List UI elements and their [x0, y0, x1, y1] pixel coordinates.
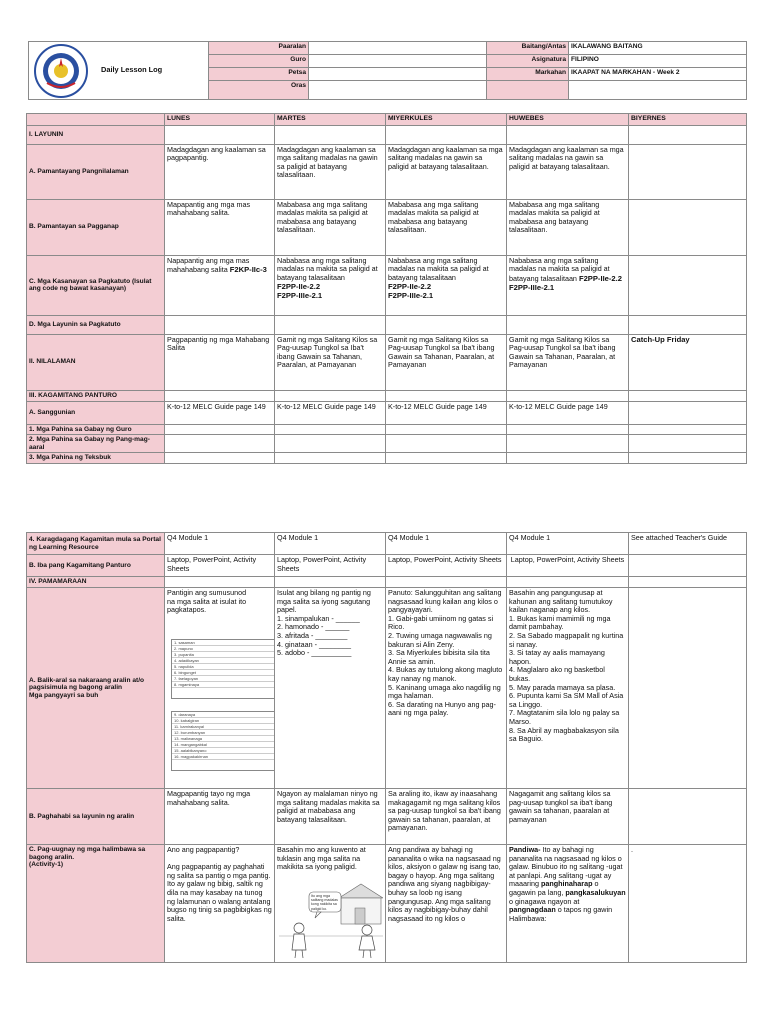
row-label-gabay-magaaral: 2. Mga Pahina sa Gabay ng Pang-mag-aaral	[27, 435, 165, 453]
cell-nil-mon: Pagpapantig ng mga Mahabang Salita	[165, 334, 275, 390]
school-label: Paaralan	[209, 42, 309, 55]
cell-iba-mon: Laptop, PowerPoint, Activity Sheets	[165, 555, 275, 577]
cell-portal-thu: Q4 Module 1	[507, 533, 629, 555]
quarter-value: IKAAPAT NA MARKAHAN - Week 2	[569, 68, 747, 81]
cell-b-tue: Mababasa ang mga salitang madalas makita sa paligid at mababasa ang batayang talasalitaan.	[275, 199, 386, 255]
cell-c-fri: .	[629, 845, 747, 963]
cell-iba-wed: Laptop, PowerPoint, Activity Sheets	[386, 555, 507, 577]
time-label: Oras	[209, 81, 309, 100]
cell-iba-thu: Laptop, PowerPoint, Activity Sheets	[507, 555, 629, 577]
day-header-mon: LUNES	[165, 114, 275, 126]
lesson-table-2	[26, 532, 746, 963]
cell-a-tue: Isulat ang bilang ng pantig ng mga salita sa iyong sagutang papel. 1. sinampalukan - ______ 2. hamonado - ______ 3. afritada - ________ 4. ginataan - ________ 5. adobo - __________	[275, 588, 386, 789]
cell-portal-mon: Q4 Module 1	[165, 533, 275, 555]
worksheet-list-1: 1. sasaman 2. mapuno 3. pupanita 4. adadikayan 5. napulida 6. bingunget 7. faelagoyan 8. mgaminaya	[171, 639, 275, 699]
lesson-table-part1	[26, 113, 747, 464]
cell-c-thu: Pandiwa- Ito ay bahagi ng pananalita na nagsasaad ng kilos o galaw. Binubuo ito ng salitang -ugat at panlapi. Ang salitang -ugat ay maaaring panghinaharap o gagawin pa lang, pangkasalukuyan o ginagawa ngayon at pangnagdaan o tapos ng gawin Halimbawa:	[507, 845, 629, 963]
row-label-sanggunian: A. Sanggunian	[27, 401, 165, 424]
row-label-pag-uugnay: C. Pag-uugnay ng mga halimbawa sa bagong aralin. (Activity-1)	[27, 845, 165, 963]
cell-a-tue: Madagdagan ang kaalaman sa mga salitang madalas na gawin sa paligid at batayang talasalitaan.	[275, 144, 386, 199]
row-label-gabay-guro: 1. Mga Pahina sa Gabay ng Guro	[27, 424, 165, 435]
cell-sang-thu: K-to-12 MELC Guide page 149	[507, 401, 629, 424]
cell-portal-wed: Q4 Module 1	[386, 533, 507, 555]
row-label-pamantayang: A. Pamantayang Pangnilalaman	[27, 144, 165, 199]
melc-code: F2PP-IIe-2.2 F2PP-IIIe-2.1	[388, 282, 434, 301]
day-header-fri: BIYERNES	[629, 114, 747, 126]
cell-b-wed: Sa araling ito, ikaw ay inaasahang makagagamit ng mga salitang kilos sa pag-uusap tungkol sa iba't ibang gawain sa tahanan, paaralan, at pamayanan.	[386, 789, 507, 845]
activity-instruction: Pantigin ang sumusunod na mga salita at isulat ito pagkatapos.	[167, 588, 247, 615]
cell-a-thu: Madagdagan ang kaalaman sa mga salitang madalas na gawin sa paligid at batayang talasalitaan.	[507, 144, 629, 199]
date-label: Petsa	[209, 68, 309, 81]
row-label-portal: 4. Karagdagang Kagamitan mula sa Portal ng Learning Resource	[27, 533, 165, 555]
cell-sang-wed: K-to-12 MELC Guide page 149	[386, 401, 507, 424]
time-value[interactable]	[309, 81, 487, 100]
row-label-iba: B. Iba pang Kagamitang Panturo	[27, 555, 165, 577]
grade-label: Baitang/Antas	[487, 42, 569, 55]
cell-a-wed: Panuto: Salungguhitan ang salitang nagsasaad kung kailan ang kilos o pangyayayari. 1. Gabi-gabi umiinom ng gatas si Rico. 2. Tuwing umaga nagwawalis ng bakuran si Alin Zeny. 3. Sa Miyerkules bibisita sila tita Annie sa amin. 4. Bukas ay tutulong akong magluto kay nanay ng manok. 5. Kaninang umaga ako nagdilig ng mga halaman. 6. Sa darating na Hunyo ang pag-aani ng mga palay.	[386, 588, 507, 789]
cell-portal-tue: Q4 Module 1	[275, 533, 386, 555]
deped-seal-icon	[33, 43, 89, 99]
row-label-balik-aral: A. Balik-aral sa nakaraang aralin at/o pagsisimula ng bagong aralin Mga pangyayri sa buh	[27, 588, 165, 789]
teacher-label: Guro	[209, 55, 309, 68]
blank-right-label	[487, 81, 569, 100]
cell-iba-tue: Laptop, PowerPoint, Activity Sheets	[275, 555, 386, 577]
cell-portal-fri: See attached Teacher's Guide	[629, 533, 747, 555]
row-label-kasanayan: C. Mga Kasanayan sa Pagkatuto (Isulat ang code ng bawat kasanayan)	[27, 255, 165, 315]
date-value[interactable]	[309, 68, 487, 81]
cell-b-mon: Magpapantig tayo ng mga mahahabang salita.	[165, 789, 275, 845]
cell-nil-thu: Gamit ng mga Salitang Kilos sa Pag-uusap Tungkol sa Iba't ibang Gawain sa Tahanan, Paaralan, at Pamayanan	[507, 334, 629, 390]
cell-nil-fri: Catch-Up Friday	[629, 334, 747, 390]
cell-a-mon	[165, 588, 275, 789]
row-label-paghahabi: B. Paghahabi sa layunin ng aralin	[27, 789, 165, 845]
story-instruction: Basahin mo ang kuwento at tuklasin ang mga salita na makikita sa iyong paligid.	[277, 845, 366, 872]
cell-nil-tue: Gamit ng mga Salitang Kilos sa Pag-uusap Tungkol sa Iba't ibang Gawain sa Tahanan, Paaralan, at Pamayanan	[275, 334, 386, 390]
quarter-label: Markahan	[487, 68, 569, 81]
lesson-table-part2	[26, 532, 747, 963]
cell-b-thu: Mababasa ang mga salitang madalas makita sa paligid at mababasa ang batayang talasalitaan.	[507, 199, 629, 255]
section-pamamaraan: IV. PAMAMARAAN	[27, 577, 165, 588]
cell-sang-mon: K-to-12 MELC Guide page 149	[165, 401, 275, 424]
speech-bubble-text: Ito ang mga salitang madalas kong nakikita sa paligid ko.	[311, 894, 338, 911]
section-kagamitan: III. KAGAMITANG PANTURO	[27, 390, 165, 401]
day-header-tue: MARTES	[275, 114, 386, 126]
cell-a-wed: Madagdagan ang kaalaman sa mga salitang madalas na gawin sa paligid at batayang talasalitaan.	[386, 144, 507, 199]
subject-label: Asignatura	[487, 55, 569, 68]
worksheet-list-2: 9. daranaya 10. kabalgiran 11. kamirakanyal 12. burumbanyan 13. maliwanaga 14. mangangabkal 15. aalabikanyano 16. magpakakirnan	[171, 711, 275, 771]
header-title: Daily Lesson Log	[101, 65, 163, 75]
cell-c-mon: Napapantig ang mga mas mahahabang salita F2KP-IIc-3	[165, 255, 275, 315]
section-layunin: I. LAYUNIN	[27, 125, 165, 144]
cell-c-tue	[275, 845, 386, 963]
grade-value: IKALAWANG BAITANG	[569, 42, 747, 55]
day-header-wed: MIYERKULES	[386, 114, 507, 126]
cell-b-mon: Mapapantig ang mga mas mahahabang salita.	[165, 199, 275, 255]
melc-code: F2KP-IIc-3	[229, 265, 267, 275]
row-label-teksbuk: 3. Mga Pahina ng Teksbuk	[27, 453, 165, 464]
cell-b-wed: Mababasa ang mga salitang madalas makita sa paligid at mababasa ang batayang talasalitaan.	[386, 199, 507, 255]
story-illustration-icon	[279, 878, 383, 960]
teacher-value[interactable]	[309, 55, 487, 68]
row-label-nilalaman: II. NILALAMAN	[27, 334, 165, 390]
cell-c-wed: Ang pandiwa ay bahagi ng pananalita o wika na nagsasaad ng kilos, aksiyon o galaw ng isang tao, bagay o hayop. Ang mga salitang pandiwa ang siyang nagbibigay-buhay sa loob ng isang pangungusap. Ang mga salitang kilos ay nagbibigay-buhay dahil nagsasaad ito ng kilos o	[386, 845, 507, 963]
row-label-layunin-pagkatuto: D. Mga Layunin sa Pagkatuto	[27, 315, 165, 334]
school-value[interactable]	[309, 42, 487, 55]
header-table	[28, 41, 747, 100]
corner-cell	[27, 114, 165, 126]
logo-cell	[29, 42, 209, 100]
blank-right-value	[569, 81, 747, 100]
cell-c-wed: Nababasa ang mga salitang madalas na makita sa paligid at batayang talasalitaan F2PP-IIe-2.2 F2PP-IIIe-2.1	[386, 255, 507, 315]
cell-c-mon: Ano ang pagpapantig? Ang pagpapantig ay paghahati ng salita sa pantig o mga pantig. Ito ay galaw ng bibig, saltik ng dila na may kasabay na tunog ng lalamunan o walang antalang bugso ng tinig sa pagbibigkas ng salita.	[165, 845, 275, 963]
subject-value: FILIPINO	[569, 55, 747, 68]
cell-b-tue: Ngayon ay malalaman ninyo ng mga salitang madalas makita sa paligid at mababasa ang batayang talasalitaan.	[275, 789, 386, 845]
day-header-thu: HUWEBES	[507, 114, 629, 126]
cell-sang-tue: K-to-12 MELC Guide page 149	[275, 401, 386, 424]
cell-a-thu: Basahin ang pangungusap at kahunan ang salitang tumutukoy kailan naganap ang kilos. 1. Bukas kami mamimili ng mga damit pambahay. 2. Sa Sabado magpapalit ng kurtina si nanay. 3. Si tatay ay aalis mamayang hapon. 4. Maglalaro ako ng basketbol bukas. 5. May parada mamaya sa plasa. 6. Pupunta kami Sa SM Mall of Asia sa Linggo. 7. Magtatanim sila lolo ng palay sa Marso. 8. Sa Abril ay magbabakasyon sila sa Baguio.	[507, 588, 629, 789]
cell-nil-wed: Gamit ng mga Salitang Kilos sa Pag-uusap Tungkol sa Iba't ibang Gawain sa Tahanan, Paaralan, at Pamayanan	[386, 334, 507, 390]
cell-a-mon: Madagdagan ang kaalaman sa pagpapantig.	[165, 144, 275, 199]
row-label-pagganap: B. Pamantayan sa Pagganap	[27, 199, 165, 255]
melc-code: F2PP-IIe-2.2 F2PP-IIIe-2.1	[509, 273, 622, 293]
header-block	[28, 41, 746, 99]
melc-code: F2PP-IIe-2.2 F2PP-IIIe-2.1	[277, 282, 323, 301]
cell-c-thu: Nababasa ang mga salitang madalas na makita sa paligid at batayang talasalitaan F2PP-IIe-2.2 F2PP-IIIe-2.1	[507, 255, 629, 315]
cell-c-tue: Nababasa ang mga salitang madalas na makita sa paligid at batayang talasalitaan F2PP-IIe-2.2 F2PP-IIIe-2.1	[275, 255, 386, 315]
cell-b-thu: Nagagamit ang salitang kilos sa pag-uusap tungkol sa iba't ibang gawain sa tahanan, paaralan at pamayanan	[507, 789, 629, 845]
lesson-table-1	[26, 113, 746, 464]
